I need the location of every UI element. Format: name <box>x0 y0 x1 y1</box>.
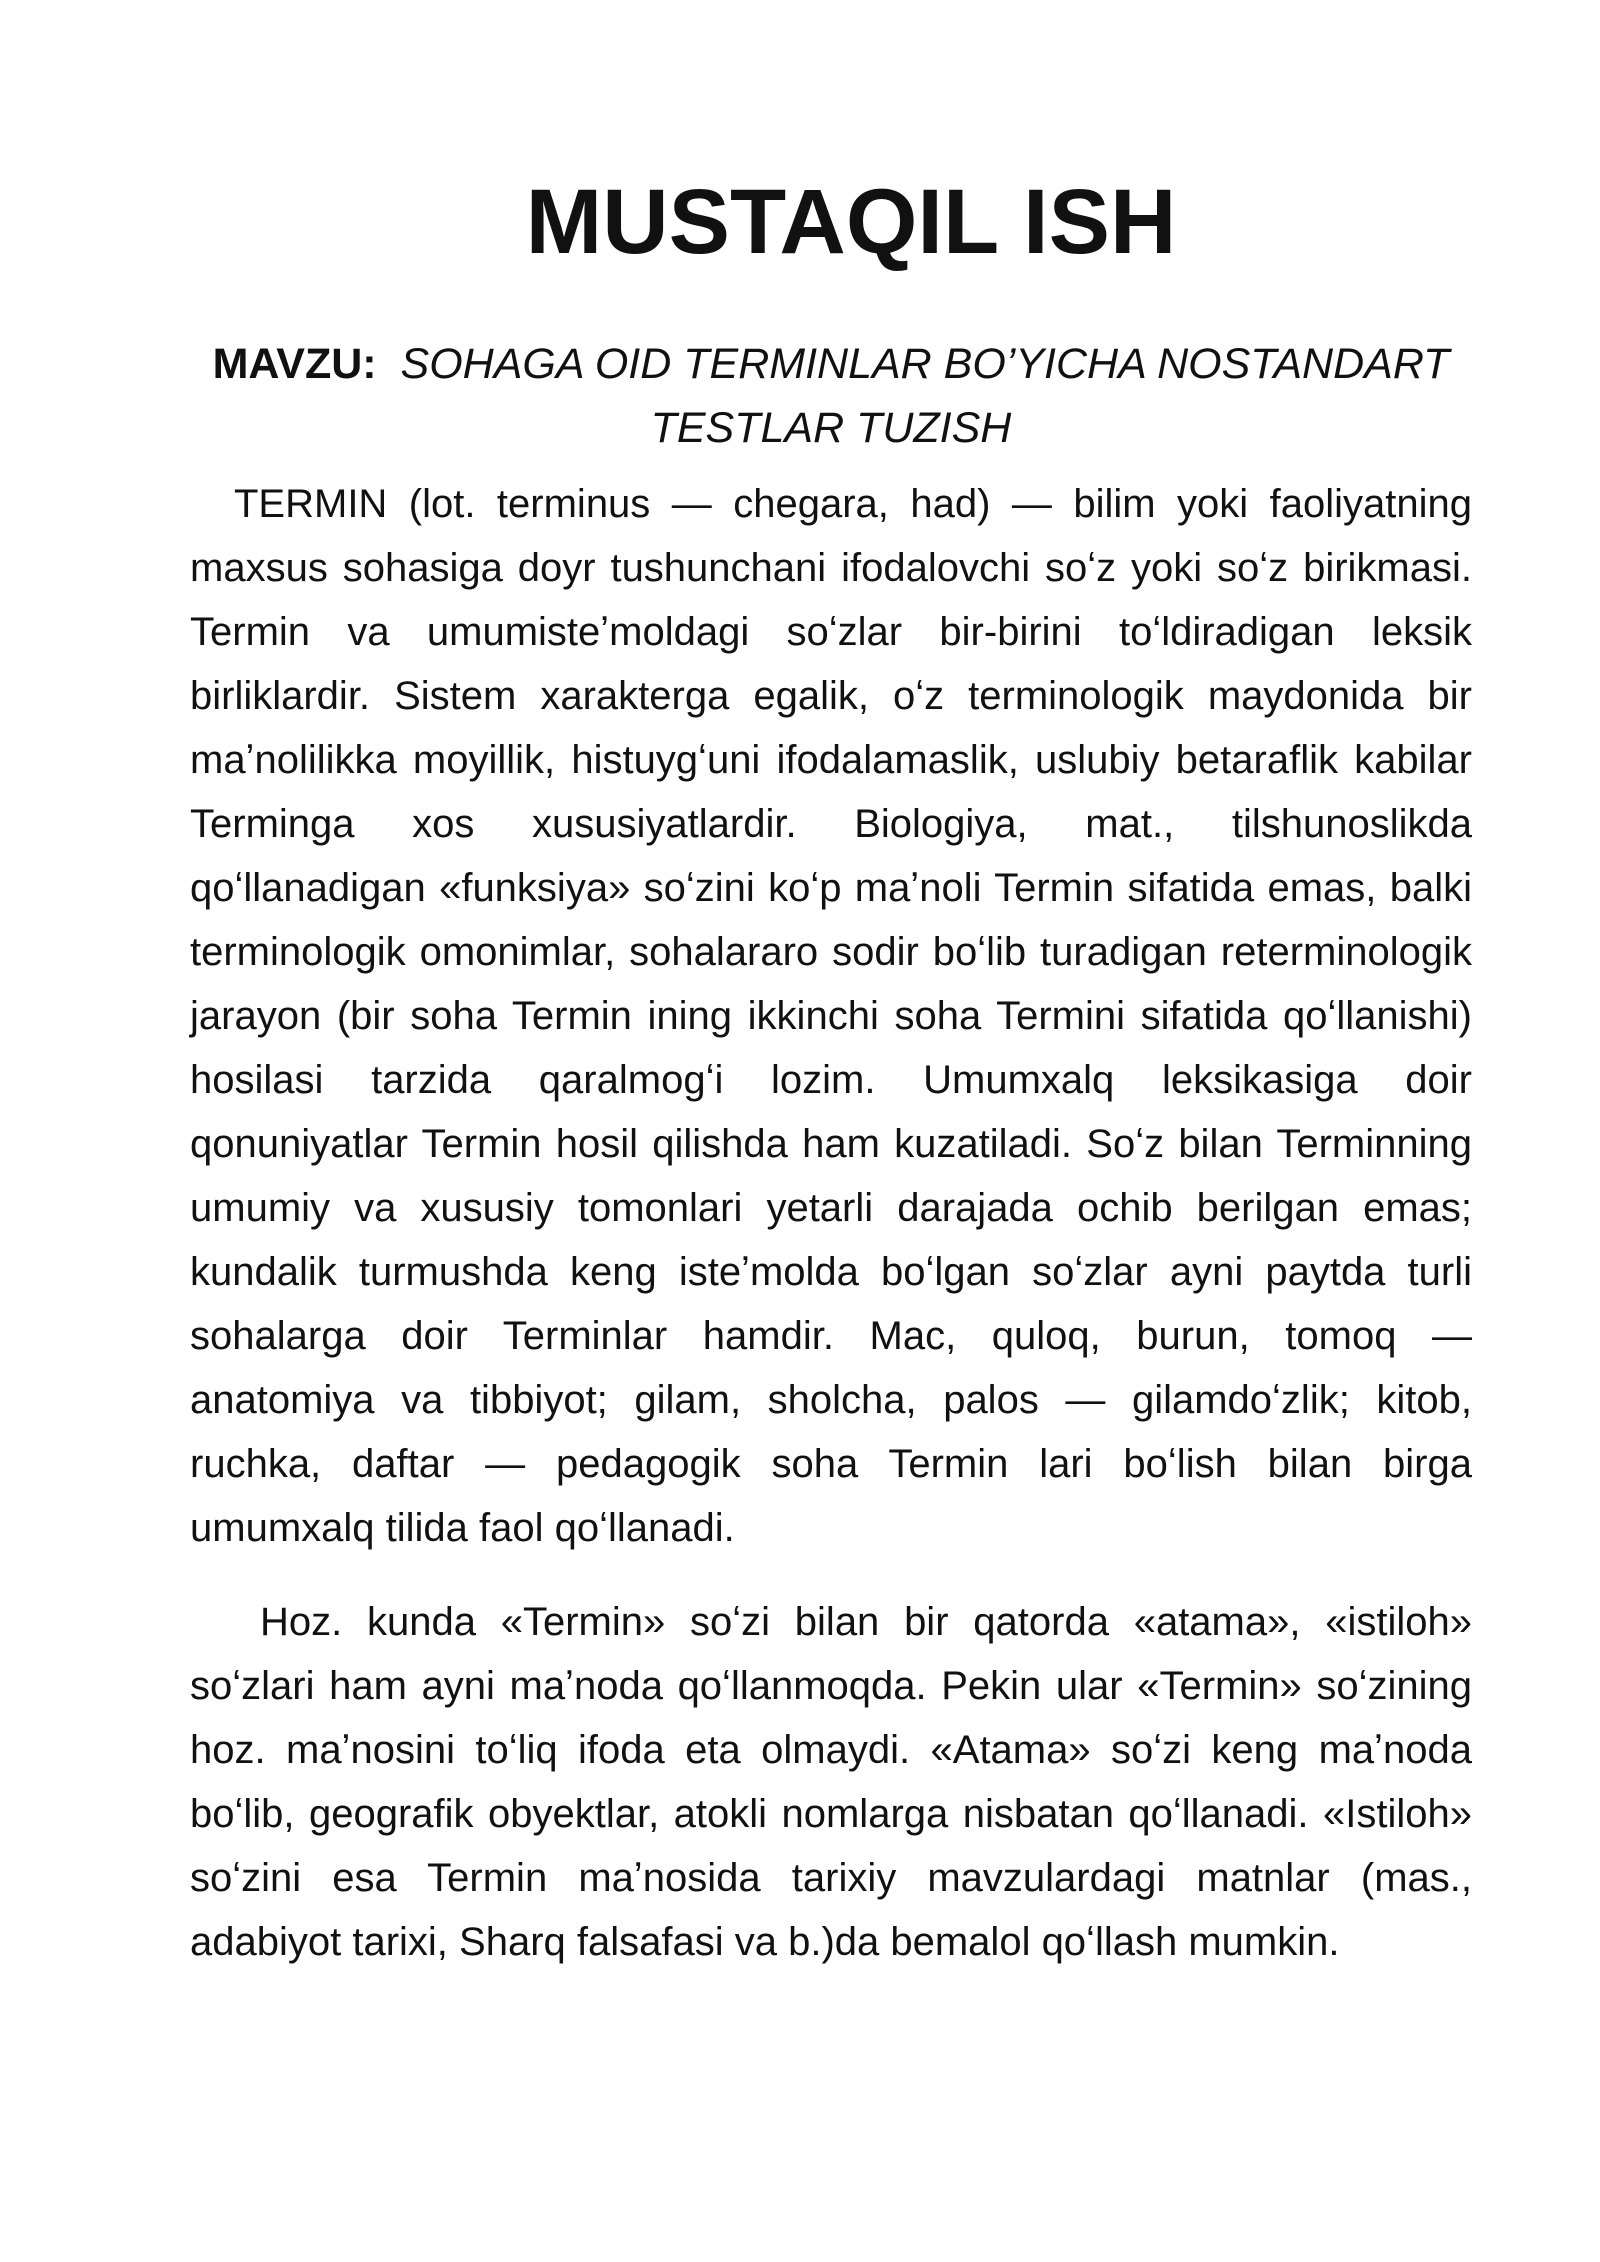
document-page <box>190 160 1472 1974</box>
body-paragraph-1: TERMIN (lot. terminus — chegara, had) — bilim yoki faoliyatning maxsus sohasiga doyr tushunchani ifodalovchi soʻz yoki soʻz birikmasi. Termin va umumisteʼmoldagi soʻzlar bir-birini toʻldiradigan leksik birliklardir. Sistem xarakterga egalik, oʻz terminologik maydonida bir maʼnolilikka moyillik, histuygʻuni ifodalamaslik, uslubiy betaraflik kabilar Terminga xos xususiyatlardir. Biologiya, mat., tilshunoslikda qoʻllanadigan «funksiya» soʻzini koʻp maʼnoli Termin sifatida emas, balki terminologik omonimlar, sohalararo sodir boʻlib turadigan reterminologik jarayon (bir soha Termin ining ikkinchi soha Termini sifatida qoʻllanishi) hosilasi tarzida qaralmogʻi lozim. Umumxalq leksikasiga doir qonuniyatlar Termin hosil qilishda ham kuzatiladi. Soʻz bilan Terminning umumiy va xususiy tomonlari yetarli darajada ochib berilgan emas; kundalik turmushda keng isteʼmolda boʻlgan soʻzlar ayni paytda turli sohalarga doir Terminlar hamdir. Mac, quloq, burun, tomoq — anatomiya va tibbiyot; gilam, sholcha, palos — gilamdoʻzlik; kitob, ruchka, daftar — pedagogik soha Termin lari boʻlish bilan birga umumxalq tilida faol qoʻllanadi. <box>190 482 1472 1550</box>
topic-text: SOHAGA OID TERMINLAR BO’YICHA NOSTANDART TESTLAR TUZISH <box>400 340 1450 452</box>
topic-label: MAVZU: <box>212 340 377 388</box>
document-title: MUSTAQIL ISH <box>525 171 1177 273</box>
body-paragraph-2: Hoz. kunda «Termin» soʻzi bilan bir qatorda «atama», «istiloh» soʻzlari ham ayni maʼnoda qoʻllanmoqda. Pekin ular «Termin» soʻzining hoz. maʼnosini toʻliq ifoda eta olmaydi. «Atama» soʻzi keng maʼnoda boʻlib, geografik obyektlar, atokli nomlarga nisbatan qoʻllanadi. «Istiloh» soʻzini esa Termin maʼnosida tarixiy mavzulardagi matnlar (mas., adabiyot tarixi, Sharq falsafasi va b.)da bemalol qoʻllash mumkin. <box>190 1600 1472 1964</box>
topic-heading <box>190 332 1472 460</box>
